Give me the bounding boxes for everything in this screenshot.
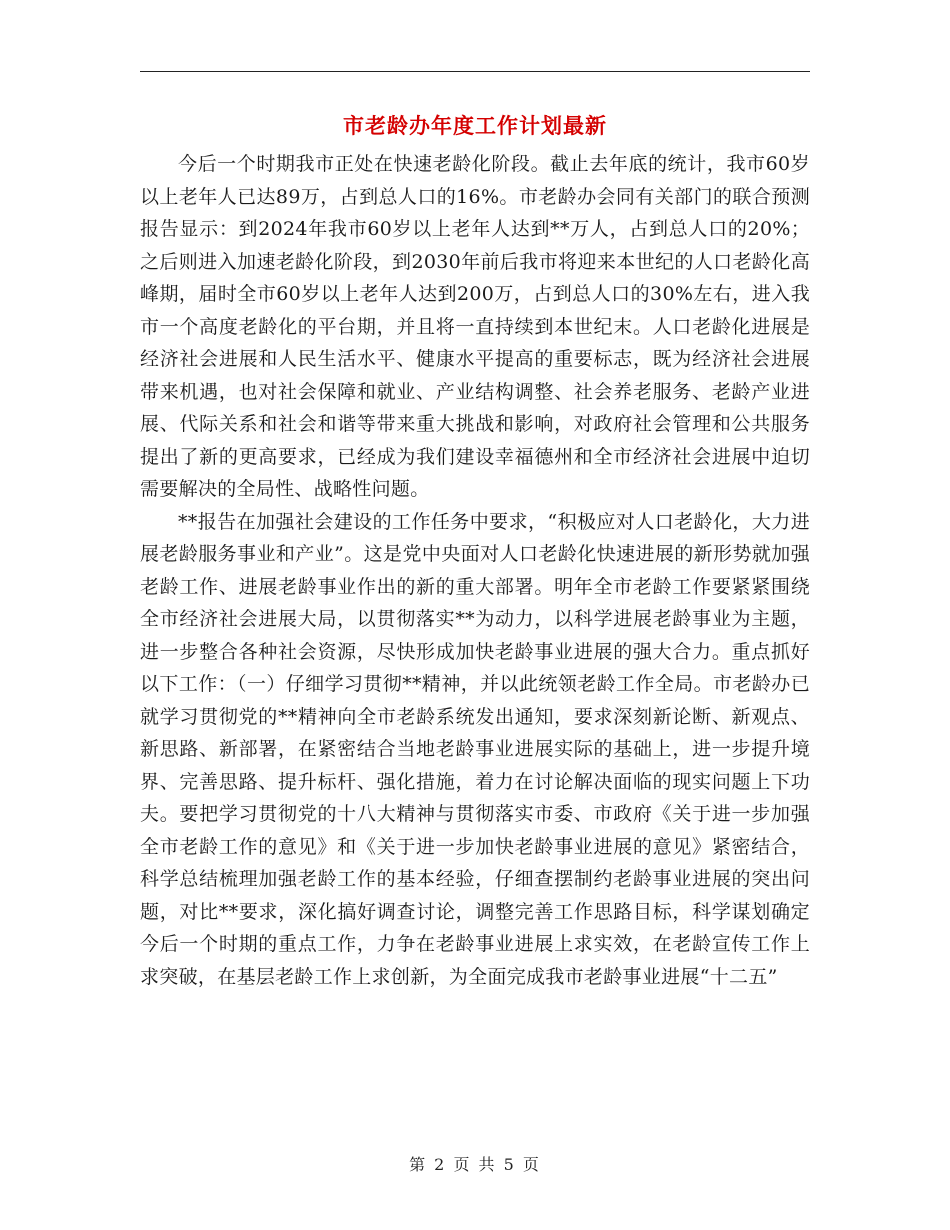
paragraph-1: 今后一个时期我市正处在快速老龄化阶段。截止去年底的统计，我市60岁以上老年人已达89万，占到总人口的16%。市老龄办会同有关部门的联合预测报告显示：到2024年我市60岁以上老年人达到**万人，占到总人口的20%；之后则进入加速老龄化阶段，到2030年前后我市将迎来本世纪的人口老龄化高峰期，届时全市60岁以上老年人达到200万，占到总人口的30%左右，进入我市一个高度老龄化的平台期，并且将一直持续到本世纪末。人口老龄化进展是经济社会进展和人民生活水平、健康水平提高的重要标志，既为经济社会进展带来机遇，也对社会保障和就业、产业结构调整、社会养老服务、老龄产业进展、代际关系和社会和谐等带来重大挑战和影响，对政府社会管理和公共服务提出了新的更高要求，已经成为我们建设幸福德州和全市经济社会进展中迫切需要解决的全局性、战略性问题。 xyxy=(140,153,810,500)
document-title: 市老龄办年度工作计划最新 xyxy=(343,113,607,138)
header-rule xyxy=(140,71,810,72)
paragraph-2: **报告在加强社会建设的工作任务中要求，“积极应对人口老龄化，大力进展老龄服务事业和产业”。这是党中央面对人口老龄化快速进展的新形势就加强老龄工作、进展老龄事业作出的新的重大部署。明年全市老龄工作要紧紧围绕全市经济社会进展大局，以贯彻落实**为动力，以科学进展老龄事业为主题，进一步整合各种社会资源，尽快形成加快老龄事业进展的强大合力。重点抓好以下工作：（一）仔细学习贯彻**精神，并以此统领老龄工作全局。市老龄办已就学习贯彻党的**精神向全市老龄系统发出通知，要求深刻新论断、新观点、新思路、新部署，在紧密结合当地老龄事业进展实际的基础上，进一步提升境界、完善思路、提升标杆、强化措施，着力在讨论解决面临的现实问题上下功夫。要把学习贯彻党的十八大精神与贯彻落实市委、市政府《关于进一步加强全市老龄工作的意见》和《关于进一步加快老龄事业进展的意见》紧密结合，科学总结梳理加强老龄工作的基本经验，仔细查摆制约老龄事业进展的突出问题，对比**要求，深化搞好调查讨论，调整完善工作思路目标，科学谋划确定今后一个时期的重点工作，力争在老龄事业进展上求实效，在老龄宣传工作上求突破，在基层老龄工作上求创新，为全面完成我市老龄事业进展“十二五” xyxy=(140,510,810,988)
document-body xyxy=(140,148,810,993)
page-number: 第 2 页 共 5 页 xyxy=(409,1155,541,1174)
